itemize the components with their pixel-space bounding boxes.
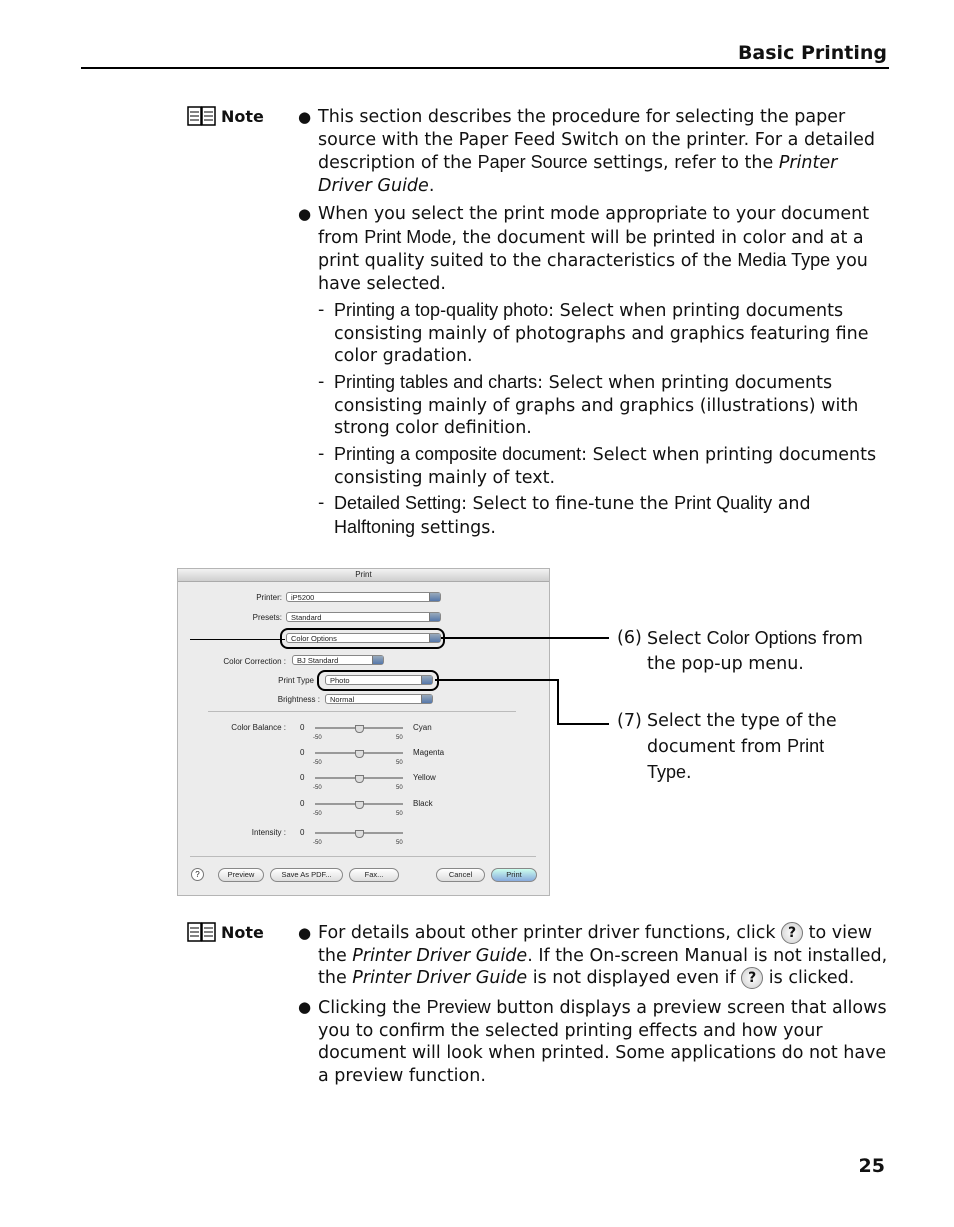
callout-7: (7) Select the type of the document from Print Type. — [617, 711, 837, 783]
color-correction-label: Color Correction : — [223, 657, 286, 666]
note-label: Note — [221, 106, 264, 126]
note1-bullet-2: ● When you select the print mode appropriate to your document from Print Mode, the document will be printed in color and at a print quality suited to the characteristics of the Media Type you have selected. — [298, 204, 870, 294]
presets-label: Presets: — [252, 613, 282, 622]
yellow-slider-thumb[interactable] — [355, 775, 364, 783]
brightness-label: Brightness : — [277, 695, 320, 704]
help-icon: ? — [781, 922, 803, 944]
cyan-slider-thumb[interactable] — [355, 725, 364, 733]
print-dialog: Print Printer: iP5200 Presets: Standard Color Options Color Correction : BJ Standard Print Type Photo Brightness : Normal Color Balance : 0 -50 50 Cyan 0 -50 50 Magenta 0 -50 50 Yellow 0 -50 50 Black Intensity : 0 -50 50 ? Preview Save As PDF... Fax... Cancel Print — [177, 568, 550, 896]
note2-bullet-1: ● For details about other printer driver functions, click ? to view the Printer Driver Guide. If the On-screen Manual is not installed, the Printer Driver Guide is not displayed even if ? is clicked. — [298, 923, 888, 988]
note-heading-1 — [187, 106, 264, 126]
magenta-slider-thumb[interactable] — [355, 750, 364, 758]
sub-item-top-quality-photo: - Printing a top-quality photo: Select when printing documents consisting mainly of photographs and graphics featuring fine color gradation. — [318, 300, 869, 366]
intensity-slider-thumb[interactable] — [355, 830, 364, 838]
callout7-leader-h1 — [435, 679, 558, 681]
print-button[interactable]: Print — [491, 868, 537, 882]
popup-arrows-icon — [421, 695, 432, 703]
section-separator — [208, 711, 516, 712]
note1-bullet-1: ● This section describes the procedure for selecting the paper source with the Paper Feed Switch on the printer. For a detailed description of the Paper Source settings, refer to the Printer Driver Guide. — [298, 107, 876, 196]
intensity-label: Intensity : — [251, 828, 286, 837]
sub-item-detailed-setting: - Detailed Setting: Select to fine-tune the Print Quality and Halftoning settings. — [318, 493, 811, 538]
popup-arrows-icon — [429, 593, 440, 601]
fax-button[interactable]: Fax... — [349, 868, 399, 882]
note-label: Note — [221, 922, 264, 942]
separator-line — [190, 639, 285, 640]
note2-bullet-2: ● Clicking the Preview button displays a preview screen that allows you to confirm the selected printing effects and how your document will look when printed. Some applications do not have a preview function. — [298, 997, 887, 1086]
popup-arrows-icon — [372, 656, 383, 664]
book-icon — [187, 106, 216, 126]
note-heading-2 — [187, 922, 264, 942]
callout7-leader-h2 — [557, 723, 609, 725]
popup-arrows-icon — [429, 613, 440, 621]
color-balance-label: Color Balance : — [231, 723, 286, 732]
cyan-label: Cyan — [413, 723, 432, 732]
callout-6: (6) Select Color Options from the pop-up menu. — [617, 628, 863, 674]
bullet-dot: ● — [298, 998, 312, 1016]
sub-item-composite-document: - Printing a composite document: Select when printing documents consisting mainly of text. — [318, 444, 877, 488]
highlight-color-options — [280, 628, 445, 649]
highlight-print-type — [317, 670, 439, 691]
bullet-dot: ● — [298, 205, 312, 223]
save-as-pdf-button[interactable]: Save As PDF... — [270, 868, 343, 882]
printer-label: Printer: — [256, 593, 282, 602]
print-type-label: Print Type — [278, 676, 314, 685]
help-icon: ? — [741, 967, 763, 989]
bullet-dot: ● — [298, 924, 312, 942]
black-slider-thumb[interactable] — [355, 801, 364, 809]
callout6-leader — [441, 637, 609, 639]
black-label: Black — [413, 799, 433, 808]
callout7-leader-v — [557, 679, 559, 725]
color-correction-popup[interactable]: BJ Standard — [292, 655, 384, 665]
magenta-label: Magenta — [413, 748, 445, 757]
printer-popup[interactable]: iP5200 — [286, 592, 441, 602]
panel-popup[interactable]: Color Options — [286, 633, 441, 643]
help-button[interactable]: ? — [191, 868, 204, 881]
brightness-popup[interactable]: Normal — [325, 694, 433, 704]
dialog-titlebar: Print — [178, 569, 549, 582]
sub-item-tables-charts: - Printing tables and charts: Select when printing documents consisting mainly of graphs and graphics (illustrations) with strong color definition. — [318, 372, 859, 438]
presets-popup[interactable]: Standard — [286, 612, 441, 622]
yellow-label: Yellow — [413, 773, 436, 782]
print-type-popup[interactable]: Photo — [325, 675, 433, 685]
preview-button[interactable]: Preview — [218, 868, 264, 882]
page-number: 25 — [858, 1155, 885, 1177]
cancel-button[interactable]: Cancel — [436, 868, 485, 882]
bullet-dot: ● — [298, 108, 312, 126]
header-rule — [81, 67, 889, 69]
book-icon — [187, 922, 216, 942]
button-separator — [190, 856, 536, 857]
running-header: Basic Printing — [737, 42, 887, 64]
